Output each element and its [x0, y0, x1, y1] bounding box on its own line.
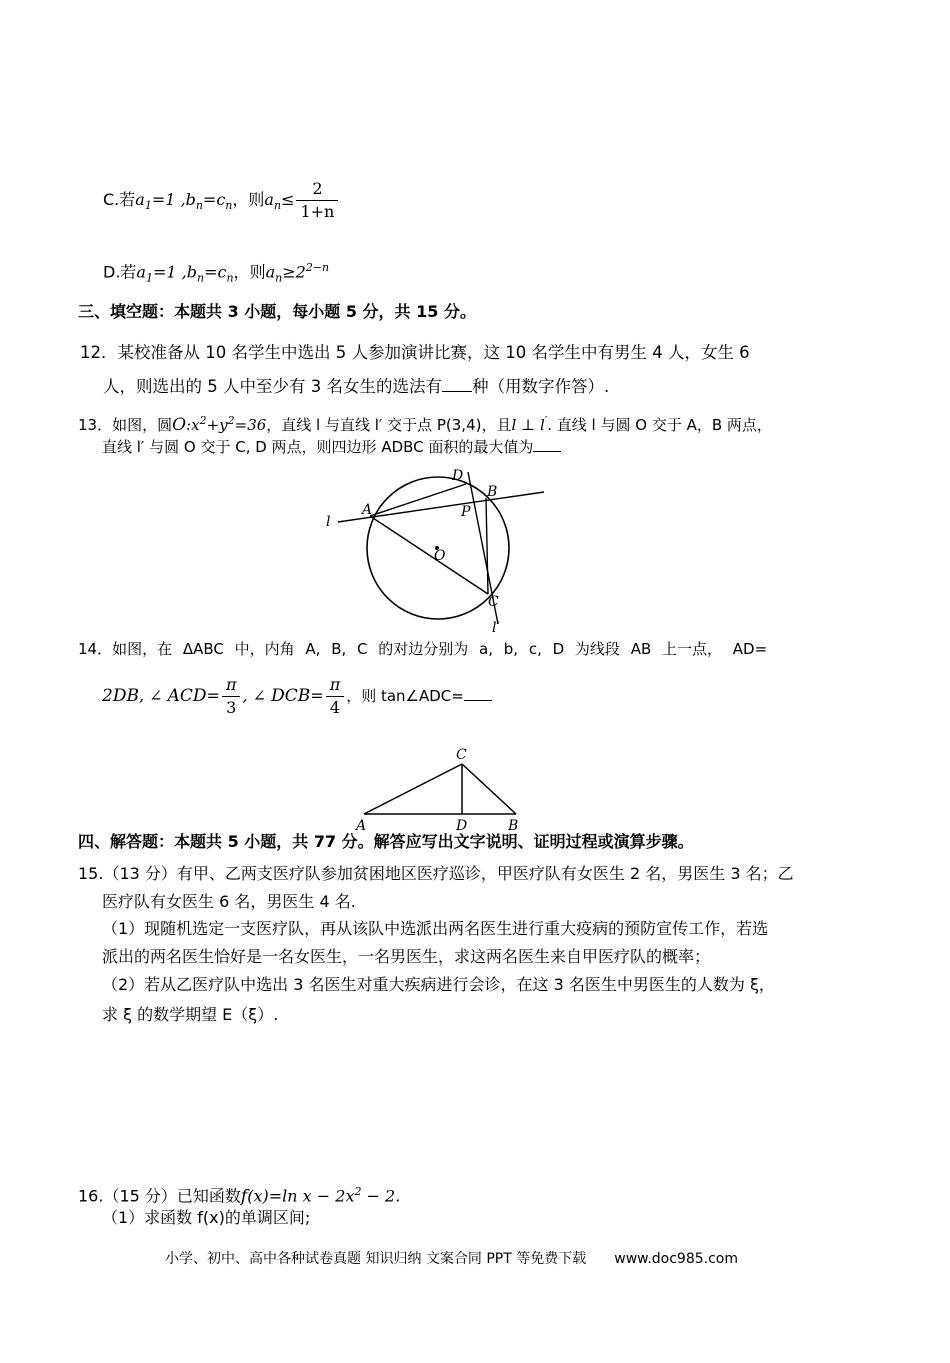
question-15-line-4: 派出的两名医生恰好是一名女医生，一名男医生，求这两名医生来自甲医疗队的概率；: [102, 947, 711, 966]
label-d: D: [456, 818, 468, 832]
footer-text: 小学、初中、高中各种试卷真题 知识归纳 文案合同 PPT 等免费下载: [165, 1251, 587, 1267]
question-15-line-2: 医疗队有女医生 6 名，男医生 4 名.: [102, 892, 356, 911]
section-3-heading: 三、填空题：本题共 3 小题，每小题 5 分，共 15 分。: [78, 302, 476, 321]
segment-bc: [486, 498, 488, 594]
answer-blank-12[interactable]: [442, 375, 472, 392]
question-15-line-5: （2）若从乙医疗队中选出 3 名医生对重大疾病进行会诊，在这 3 名医生中男医生的人数为 ξ，: [102, 975, 775, 994]
answer-blank-13[interactable]: [533, 435, 561, 452]
answer-blank-14[interactable]: [464, 684, 492, 701]
fraction-pi-over-4: $\frac{\pi}{4}$: [326, 674, 345, 719]
option-c: C.若$a_1=1$ $,b_n=c_n$，则$a_n\le$ $\frac{2}{1+n}$: [103, 178, 340, 226]
fraction-2-over-1plusn: $\frac{2}{1+n}$: [296, 178, 338, 223]
question-12-line-2: 人，则选出的 5 人中至少有 3 名女生的选法有 种（用数字作答）.: [103, 377, 610, 396]
question-15-line-3: （1）现随机选定一支医疗队，再从该队中选派出两名医生进行重大疫病的预防宣传工作，若选: [102, 919, 769, 938]
question-16-line-1: 16.（15 分）已知函数f(x)=ln $x - 2x^2 - 2$.: [78, 1185, 401, 1207]
segment-ad: [370, 484, 466, 516]
question-16-line-2: （1）求函数 f(x)的单调区间;: [102, 1208, 311, 1227]
section-4-heading: 四、解答题：本题共 5 小题，共 77 分。解答应写出文字说明、证明过程或演算步骤。: [78, 832, 694, 851]
label-o: O: [434, 548, 446, 564]
label-a: A: [362, 502, 373, 518]
segment-cb: [462, 764, 516, 814]
label-a: A: [356, 818, 367, 832]
footer-site-link[interactable]: www.doc985.com: [614, 1251, 738, 1267]
label-l: l: [326, 514, 331, 530]
question-12-line-1: 12．某校准备从 10 名学生中选出 5 人参加演讲比赛，这 10 名学生中有男生 4 人，女生 6: [80, 343, 750, 362]
question-15-line-6: 求 ξ 的数学期望 E（ξ）.: [102, 1005, 279, 1024]
label-c: C: [456, 747, 467, 763]
option-d: D.若$a_1=1$ $,b_n=c_n$，则$a_n\ge 2^{2-n}$: [103, 261, 330, 285]
label-p: P: [461, 504, 471, 520]
footer: [165, 1248, 738, 1268]
question-14-line-2: 2DB, ∠ ACD= $\frac{\pi}{3}$ , ∠ DCB= $\frac{\pi}{4}$ ，则 tan∠ADC=: [102, 672, 492, 720]
question-14-line-1: 14．如图，在 ΔABC 中，内角 A, B, C 的对边分别为 a, b, c, D 为线段 AB 上一点， AD=: [78, 640, 768, 658]
label-d: D: [452, 468, 464, 484]
segment-ac: [364, 764, 462, 814]
question-13-line-1: 13．如图，圆$O:x^2+y^2=36$，直线 l 与直线 l′ 交于点 P(3,4)，且l ⊥ l′. 直线 l 与圆 O 交于 A，B 两点，: [78, 414, 772, 435]
figure-13-circle-diagram: [320, 462, 560, 640]
question-15-line-1: 15.（13 分）有甲、乙两支医疗队参加贫困地区医疗巡诊，甲医疗队有女医生 2 名，男医生 3 名；乙: [78, 864, 794, 883]
label-c: C: [488, 594, 499, 610]
figure-14-triangle: [350, 744, 530, 832]
segment-ac: [370, 516, 488, 594]
label-b: B: [508, 818, 519, 832]
fraction-pi-over-3: $\frac{\pi}{3}$: [222, 674, 241, 719]
label-b: B: [487, 484, 498, 500]
question-13-line-2: 直线 l′ 与圆 O 交于 C, D 两点，则四边形 ADBC 面积的最大值为: [102, 435, 561, 459]
label-l-prime: l′: [492, 620, 500, 636]
